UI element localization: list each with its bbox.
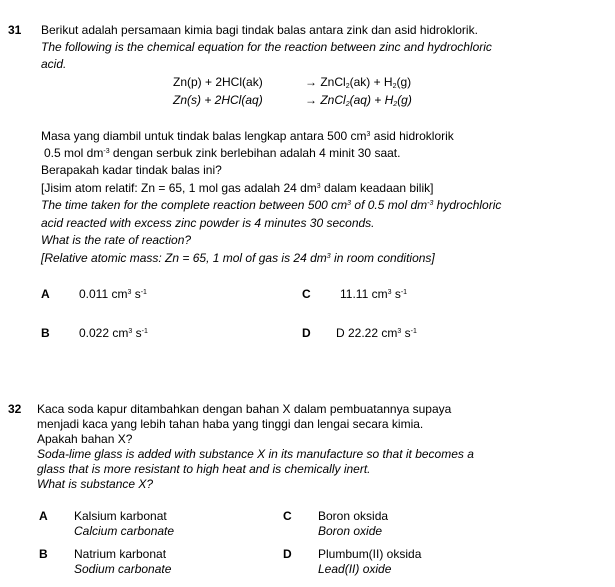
q32-stem-english-line1: Soda-lime glass is added with substance X in its manufacture so that it becomes a	[37, 447, 474, 461]
q31-option-a-letter: A	[41, 287, 50, 301]
text: in room conditions]	[330, 251, 435, 265]
q32-option-c[interactable]: Boron oksida	[318, 509, 389, 523]
equation-malay-products	[305, 75, 411, 89]
q32-option-d[interactable]: Plumbum(II) oksida	[318, 547, 422, 561]
product-state: (aq) + H	[349, 93, 394, 107]
q32-option-b-english: Sodium carbonate	[74, 562, 172, 576]
superscript: -1	[400, 289, 408, 296]
superscript: 3	[397, 328, 402, 335]
text: asid hidroklorik	[370, 129, 454, 143]
q31-stem-malay-line1	[41, 129, 454, 143]
text: s	[401, 326, 411, 340]
product-zncl: ZnCl	[320, 75, 346, 89]
q32-stem-english-line2: glass that is more resistant to high heat and is chemically inert.	[37, 462, 371, 476]
product-state: (g)	[396, 75, 412, 89]
text: [Relative atomic mass: Zn = 65, 1 mol of gas is 24 dm	[41, 251, 327, 265]
q32-question-malay: Apakah bahan X?	[37, 432, 133, 446]
q32-option-d-letter: D	[283, 547, 292, 561]
text: 11.11 cm	[340, 287, 388, 301]
subscript: 2	[392, 83, 397, 90]
arrow-icon: →	[305, 93, 317, 107]
subscript: 2	[345, 101, 350, 108]
q32-option-b-letter: B	[39, 547, 48, 561]
q31-question-english: What is the rate of reaction?	[41, 233, 192, 247]
q31-option-c-letter: C	[302, 287, 311, 301]
product-zncl: ZnCl	[320, 93, 346, 107]
text: dalam keadaan bilik]	[320, 181, 434, 195]
q32-option-c-letter: C	[283, 509, 292, 523]
q32-option-b[interactable]: Natrium karbonat	[74, 547, 167, 561]
product-state: (g)	[397, 93, 412, 107]
superscript: 3	[127, 289, 132, 296]
q32-stem-malay-line2: menjadi kaca yang lebih tahan haba yang tinggi dan lengai secara kimia.	[37, 417, 424, 431]
superscript: 3	[366, 131, 371, 138]
q31-intro-malay: Berikut adalah persamaan kimia bagi tindak balas antara zink dan asid hidroklorik.	[41, 23, 478, 37]
arrow-icon: →	[305, 75, 317, 89]
q32-option-a[interactable]: Kalsium karbonat	[74, 509, 167, 523]
superscript: -1	[140, 289, 147, 296]
q31-option-d[interactable]	[336, 326, 417, 340]
q31-stem-malay-line2	[44, 146, 400, 160]
superscript: 3	[316, 183, 321, 190]
text: D 22.22 cm	[336, 326, 398, 340]
q31-option-d-letter: D	[302, 326, 311, 340]
text: [Jisim atom relatif: Zn = 65, 1 mol gas adalah 24 dm	[41, 181, 317, 195]
text: hydrochloric	[433, 198, 502, 212]
superscript: 3	[326, 253, 331, 260]
text: s	[132, 326, 142, 340]
text: The time taken for the complete reaction between 500 cm	[41, 198, 348, 212]
superscript: -1	[141, 328, 148, 335]
q31-question-malay: Berapakah kadar tindak balas ini?	[41, 163, 222, 177]
text: 0.5 mol dm	[44, 146, 104, 160]
superscript: -3	[427, 200, 434, 207]
equation-malay-reactants: Zn(p) + 2HCl(ak)	[173, 75, 263, 89]
superscript: -1	[410, 328, 417, 335]
question-31-number: 31	[8, 23, 22, 37]
text: 0.022 cm	[79, 326, 129, 340]
equation-english-reactants: Zn(s) + 2HCl(aq)	[173, 93, 263, 107]
text: of 0.5 mol dm	[351, 198, 428, 212]
q31-option-c[interactable]	[340, 287, 407, 301]
text: dengan serbuk zink berlebihan adalah 4 minit 30 saat.	[109, 146, 401, 160]
q31-intro-english-cont: acid.	[41, 57, 67, 71]
product-state: (ak) + H	[349, 75, 393, 89]
text: 0.011 cm	[79, 287, 128, 301]
subscript: 2	[345, 83, 350, 90]
q32-option-a-letter: A	[39, 509, 48, 523]
q32-stem-malay-line1: Kaca soda kapur ditambahkan dengan bahan X dalam pembuatannya supaya	[37, 402, 452, 416]
q32-option-d-english: Lead(II) oxide	[318, 562, 392, 576]
q31-option-b[interactable]	[79, 326, 148, 340]
q31-intro-english: The following is the chemical equation for the reaction between zinc and hydrochloric	[41, 40, 492, 54]
superscript: 3	[387, 289, 392, 296]
q31-option-b-letter: B	[41, 326, 50, 340]
q32-question-english: What is substance X?	[37, 477, 154, 491]
q31-stem-english-line1	[41, 198, 501, 212]
q31-option-a[interactable]	[79, 287, 147, 301]
superscript: 3	[347, 200, 352, 207]
q31-data-malay	[41, 181, 433, 195]
superscript: 3	[128, 328, 133, 335]
q31-data-english	[41, 251, 435, 265]
q32-option-a-english: Calcium carbonate	[74, 524, 175, 538]
equation-english-products	[305, 93, 412, 107]
q32-option-c-english: Boron oxide	[318, 524, 383, 538]
question-32-number: 32	[8, 402, 22, 416]
subscript: 2	[393, 101, 398, 108]
superscript: -3	[103, 148, 110, 155]
text: Masa yang diambil untuk tindak balas lengkap antara 500 cm	[41, 129, 367, 143]
q31-stem-english-line2: acid reacted with excess zinc powder is 4 minutes 30 seconds.	[41, 216, 375, 230]
text: s	[391, 287, 401, 301]
text: s	[131, 287, 141, 301]
